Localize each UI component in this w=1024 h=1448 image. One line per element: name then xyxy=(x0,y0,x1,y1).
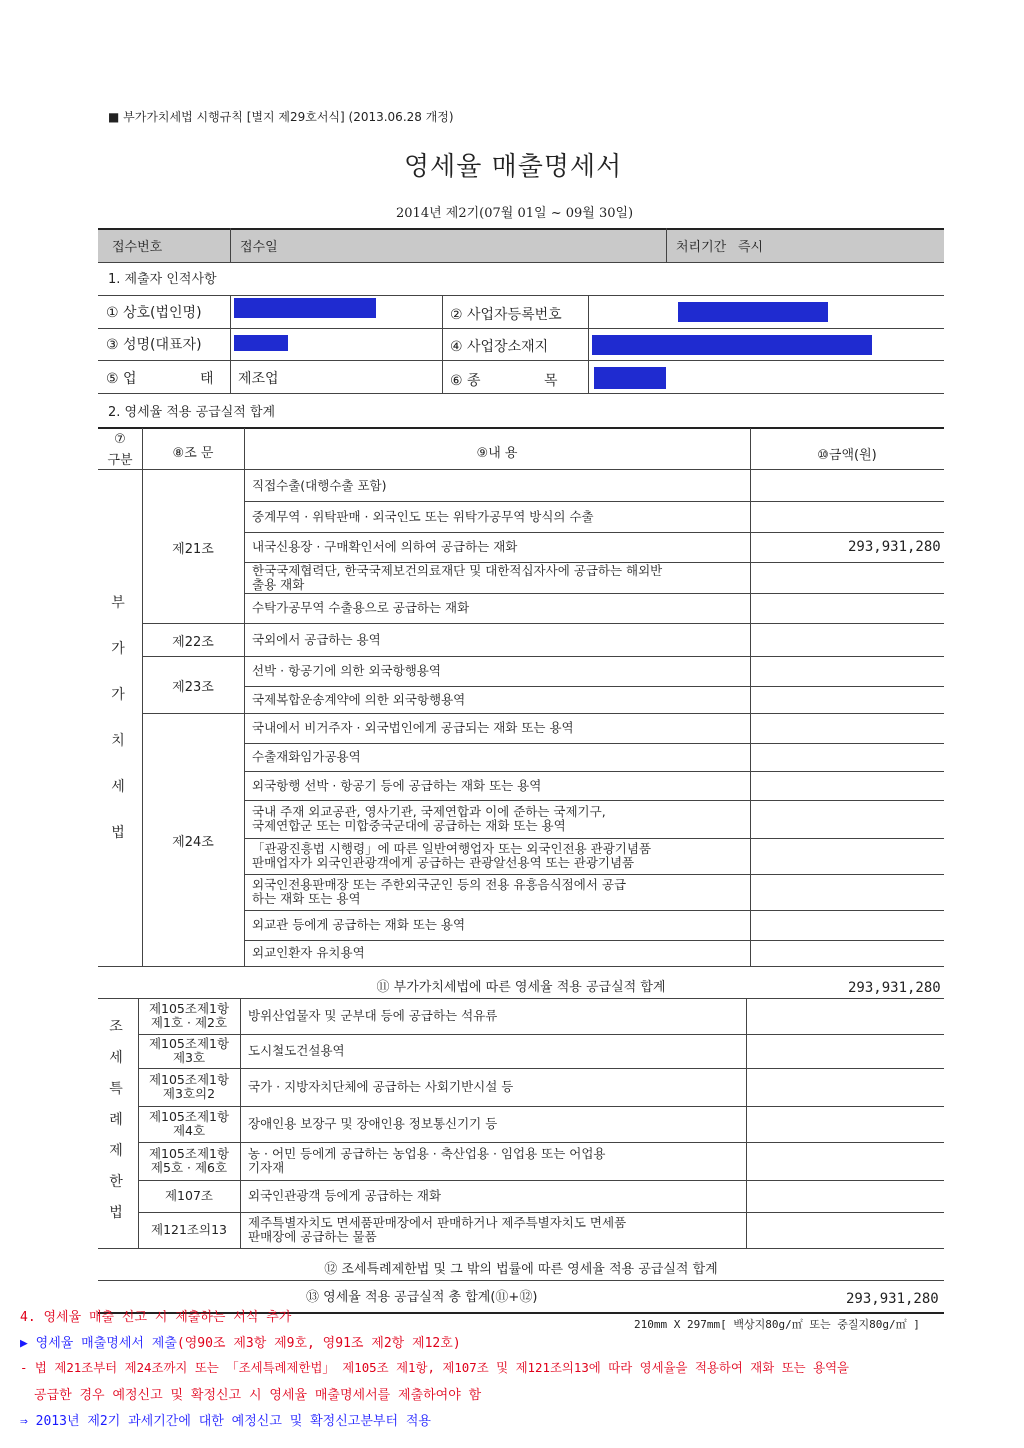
processing-period-label: 처리기간 xyxy=(676,240,727,255)
table-rule xyxy=(750,940,944,941)
tax-row-content: 도시철도건설용역 xyxy=(248,1043,345,1058)
table-rule xyxy=(98,1280,944,1281)
vat-row-content: 중계무역 · 위탁판매 · 외국인도 또는 위탁가공무역 방식의 수출 xyxy=(252,508,594,524)
table-rule xyxy=(750,771,944,772)
tax-article: 제121조의13 xyxy=(151,1222,227,1237)
business-type-label-a: ⑤ 업 xyxy=(106,371,137,387)
table-rule xyxy=(750,713,944,714)
filing-period: 2014년 제2기(07월 01일 ~ 09월 30일) xyxy=(396,206,634,221)
note-line-1: 4. 영세율 매출 신고 시 제출하는 서식 추가 xyxy=(20,1310,292,1325)
vat-group-char: 부 xyxy=(111,595,125,611)
table-rule xyxy=(240,998,241,1248)
table-rule xyxy=(750,593,944,594)
vat-row-content: 외교인환자 유치용역 xyxy=(252,945,365,960)
vat-group-char: 세 xyxy=(111,779,125,795)
col-content-header: ⑨내 용 xyxy=(476,446,518,461)
business-address-label: ④ 사업장소재지 xyxy=(450,339,549,355)
company-name-label: ① 상호(법인명) xyxy=(106,305,202,321)
receipt-bar xyxy=(98,228,944,262)
vat-row-content: 「관광진흥법 시행령」에 따른 일반여행업자 또는 외국인전용 관광기념품 판매업자가 외국인관광객에게 공급하는 관광알선용역 또는 관광기념품 xyxy=(252,841,652,870)
business-type-label-b: 태 xyxy=(200,371,214,387)
vat-group-char: 치 xyxy=(111,733,125,749)
table-rule xyxy=(750,800,944,801)
table-rule xyxy=(750,743,944,744)
tax-article: 제105조제1항 제3호의2 xyxy=(148,1072,230,1101)
tax-group-char: 특 xyxy=(109,1081,123,1097)
tax-group-char: 조 xyxy=(109,1019,123,1035)
section1-heading: 1. 제출자 인적사항 xyxy=(108,272,217,287)
tax-article: 제107조 xyxy=(164,1188,213,1203)
representative-label: ③ 성명(대표자) xyxy=(106,337,202,353)
vat-article: 제21조 xyxy=(172,542,214,557)
tax-total-label: ⑫ 조세특례제한법 및 그 밖의 법률에 따른 영세율 적용 공급실적 합계 xyxy=(324,1262,718,1277)
tax-row-content: 방위산업물자 및 군부대 등에 공급하는 석유류 xyxy=(248,1008,498,1023)
table-rule xyxy=(750,910,944,911)
tax-article: 제105조제1항 제3호 xyxy=(148,1036,230,1065)
vat-row-content: 수출재화임가공용역 xyxy=(252,749,361,764)
vat-group-char: 가 xyxy=(111,687,125,703)
tax-article: 제105조제1항 제5호 · 제6호 xyxy=(148,1146,230,1175)
table-rule xyxy=(750,532,944,533)
tax-row-content: 제주특별자치도 면세품판매장에서 판매하거나 제주특별자치도 면세품 판매장에 공급하는 물품 xyxy=(248,1215,627,1244)
business-number-label: ② 사업자등록번호 xyxy=(450,307,562,323)
vat-total-amount: 293,931,280 xyxy=(848,980,941,996)
grand-total-label: ⑬ 영세율 적용 공급실적 총 합계(⑪+⑫) xyxy=(306,1290,538,1305)
col-amount-header: ⑩금액(원) xyxy=(817,448,877,463)
business-number-redacted xyxy=(678,302,828,322)
page-title: 영세율 매출명세서 xyxy=(404,152,623,182)
tax-row-content: 외국인관광객 등에게 공급하는 재화 xyxy=(248,1188,442,1203)
vat-row-content: 국내 주재 외교공관, 영사기관, 국제연합과 이에 준하는 국제기구, 국제연합군 또는 미합중국군대에 공급하는 재화 또는 용역 xyxy=(252,804,606,833)
vat-row-content: 외국항행 선박 · 항공기 등에 공급하는 재화 또는 용역 xyxy=(252,777,542,793)
business-address-redacted xyxy=(592,335,872,355)
table-rule xyxy=(750,428,751,966)
vat-row-content: 외국인전용판매장 또는 주한외국군인 등의 전용 유흥음식점에서 공급 하는 재화 또는 용역 xyxy=(252,877,627,906)
vat-article: 제24조 xyxy=(172,835,214,850)
vat-row-content: 국제복합운송계약에 의한 외국항행용역 xyxy=(252,691,466,707)
table-rule xyxy=(244,428,245,966)
business-item-label-b: 목 xyxy=(544,373,558,389)
receipt-date-label: 접수일 xyxy=(240,240,278,255)
vat-row-content: 선박 · 항공기에 의한 외국항행용역 xyxy=(252,663,441,678)
col-kind-number: ⑦ xyxy=(114,432,126,447)
table-rule xyxy=(750,562,944,563)
vat-row-content: 한국국제협력단, 한국국제보건의료재단 및 대한적십자사에 공급하는 해외반 출용 재화 xyxy=(252,562,663,592)
table-rule xyxy=(142,656,244,657)
tax-group-char: 법 xyxy=(109,1205,123,1221)
processing-period-value: 즉시 xyxy=(738,240,764,255)
vat-row-content: 국외에서 공급하는 용역 xyxy=(252,631,381,647)
table-rule xyxy=(142,428,143,966)
business-item-label-a: ⑥ 종 xyxy=(450,373,481,389)
tax-row-content: 장애인용 보장구 및 장애인용 정보통신기기 등 xyxy=(248,1116,498,1131)
table-rule xyxy=(746,998,747,1248)
table-rule xyxy=(750,501,944,502)
note-line-2-ref: (영90조 제3항 제9호, 영91조 제2항 제12호) xyxy=(176,1336,461,1351)
tax-row-content: 농 · 어민 등에게 공급하는 농업용 · 축산업용 · 임업용 또는 어업용 기자재 xyxy=(248,1146,606,1175)
table-rule xyxy=(750,623,944,624)
tax-article: 제105조제1항 제4호 xyxy=(148,1109,230,1138)
vat-total-label: ⑪ 부가가치세법에 따른 영세율 적용 공급실적 합계 xyxy=(376,980,666,995)
representative-redacted xyxy=(234,335,288,351)
vat-group-char: 법 xyxy=(111,825,125,841)
vat-row-content: 직접수출(대행수출 포함) xyxy=(252,477,387,493)
tax-group-char: 례 xyxy=(109,1112,123,1128)
grand-total-amount: 293,931,280 xyxy=(846,1291,939,1307)
vat-row-content: 내국신용장 · 구매확인서에 의하여 공급하는 재화 xyxy=(252,539,518,554)
tax-group-char: 한 xyxy=(109,1174,123,1190)
business-type-value: 제조업 xyxy=(238,371,279,387)
table-rule xyxy=(750,838,944,839)
paper-spec: 210mm X 297mm[ 백상지80g/㎡ 또는 중질지80g/㎡ ] xyxy=(634,1318,920,1331)
vat-row-content: 외교관 등에게 공급하는 재화 또는 용역 xyxy=(252,917,466,932)
table-rule xyxy=(750,656,944,657)
vat-article: 제23조 xyxy=(172,680,214,695)
tax-row-content: 국가 · 지방자치단체에 공급하는 사회기반시설 등 xyxy=(248,1079,514,1094)
vat-row-amount: 293,931,280 xyxy=(848,539,941,555)
col-kind-header: 구분 xyxy=(107,453,133,468)
col-article-header: ⑧조 문 xyxy=(172,446,214,461)
company-name-redacted xyxy=(234,298,376,318)
vat-group-char: 가 xyxy=(111,641,125,657)
form-reference: ■ 부가가치세법 시행규칙 [별지 제29호서식] (2013.06.28 개정) xyxy=(108,110,454,124)
table-rule xyxy=(142,713,244,714)
note-line-4: 공급한 경우 예정신고 및 확정신고 시 영세율 매출명세서를 제출하여야 함 xyxy=(34,1388,482,1403)
vat-row-content: 수탁가공무역 수출용으로 공급하는 재화 xyxy=(252,600,470,615)
table-rule xyxy=(750,874,944,875)
tax-group-char: 제 xyxy=(109,1143,123,1159)
note-line-5: ⇒ 2013년 제2기 과세기간에 대한 예정신고 및 확정신고분부터 적용 xyxy=(20,1414,431,1429)
tax-group-char: 세 xyxy=(109,1050,123,1066)
table-rule xyxy=(750,686,944,687)
table-rule xyxy=(142,623,244,624)
section2-heading: 2. 영세율 적용 공급실적 합계 xyxy=(108,405,276,420)
note-line-2 xyxy=(20,1332,461,1351)
business-item-redacted xyxy=(594,367,666,389)
receipt-number-label: 접수번호 xyxy=(112,240,163,255)
tax-article: 제105조제1항 제1호 · 제2호 xyxy=(148,1001,230,1030)
vat-row-content: 국내에서 비거주자 · 외국법인에게 공급되는 재화 또는 용역 xyxy=(252,720,574,735)
table-rule xyxy=(98,1248,944,1249)
note-line-2-main: ▶ 영세율 매출명세서 제출 xyxy=(20,1336,177,1351)
note-line-3: - 법 제21조부터 제24조까지 또는 「조세특례제한법」 제105조 제1항, 제107조 및 제121조의13에 따라 영세율을 적용하여 재화 또는 용역을 xyxy=(20,1360,850,1375)
table-rule xyxy=(98,966,944,967)
vat-article: 제22조 xyxy=(172,635,214,650)
